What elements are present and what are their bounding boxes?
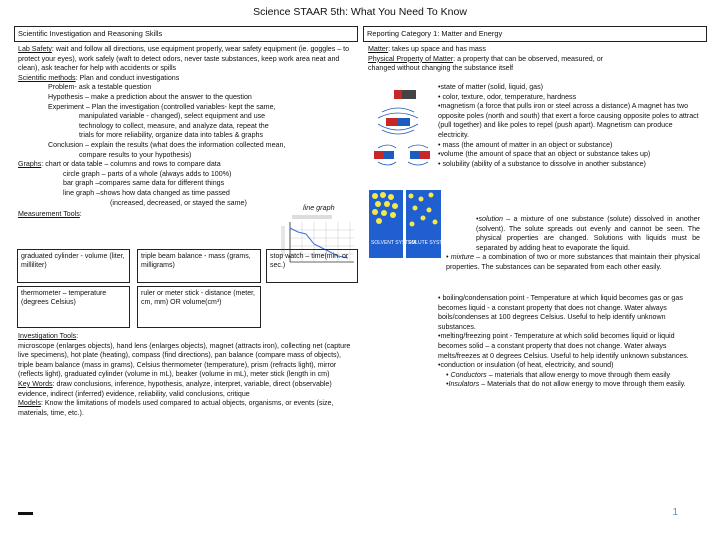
lab-safety-paragraph (18, 45, 358, 74)
right-section-header: Reporting Category 1: Matter and Energy (363, 26, 707, 42)
solvent-solute-illustration (369, 190, 450, 258)
experiment-step-line: trials for more reliability, organize data into tables & graphs (79, 131, 264, 140)
hypothesis-step: Hypothesis – make a prediction about the answer to the question (48, 92, 252, 101)
property-state: •state of matter (solid, liquid, gas) (438, 83, 543, 91)
conclusion-step: Conclusion – explain the results (what does the information collected mean, (48, 140, 286, 149)
models-text: : Know the limitations of models used compared to actual objects, organisms, or events (size, materials, time, etc.). (18, 399, 334, 417)
tool-box-stop-watch: stop watch – time(min. or sec.) (266, 249, 358, 283)
solution-definition (446, 215, 700, 253)
physical-property-definition (368, 55, 710, 65)
property-mass: • mass (the amount of matter in an object or substance) (438, 140, 613, 149)
measurement-tools-label: Measurement Tools (18, 210, 80, 219)
points-list (438, 294, 700, 390)
left-column-lower (18, 332, 358, 418)
graphs-line: (increased, decreased, or stayed the same) (110, 198, 247, 207)
conduction-insulation: •conduction or insulation (of heat, electricity, and sound) (438, 361, 614, 370)
graphs-line: circle graph – parts of a whole (always adds to 100%) (63, 169, 232, 178)
graphs-line: line graph –shows how data changed as time passed (63, 188, 230, 197)
left-column (18, 45, 358, 220)
matter-text: : takes up space and has mass (388, 45, 486, 53)
page-title: Science STAAR 5th: What You Need To Know (253, 6, 467, 18)
mixture-label: • mixture (446, 253, 474, 262)
insulators-label: •Insulators (446, 380, 480, 389)
solution-text: – a mixture of one substance (solute) dissolved in another (solvent). The solute spreads out evenly and cannot be seen. The physical properties are changed. Solutions with liquids must be separated by adding heat to evaporate the liquid. (476, 215, 700, 252)
mixtures-list (446, 215, 700, 273)
physical-property-label: Physical Property of Matter (368, 54, 454, 63)
graphs-text: : chart or data table – columns and rows to compare data (41, 160, 221, 169)
investigation-tools-label: Investigation Tools (18, 332, 77, 340)
experiment-step-line: manipulated variable - changed), select equipment and use (79, 112, 266, 121)
investigation-tools-text: microscope (enlarges objects), hand lens (enlarges objects), magnet (attracts iron), collecting net (capture live specimens), hot plate (heating), compass (find directions), pan balance (compare mass of objects), triple beam balance (mass in grams), Celsius thermometer (temperature), prism (refracts light), mirror (reflects light), graduated cylinder (volume in mL), beaker (volume in mL), meter stick (length in cm) (18, 341, 351, 379)
investigation-tools-colon: : (76, 332, 79, 340)
key-words-label: Key Words (18, 379, 53, 388)
measurement-tools-colon: : (79, 210, 82, 219)
key-words-text: : draw conclusions, inference, hypothesis, analyze, interpret, variable, direct (observable) evidence, indirect (inferred) evidence, reliability, valid conclusions, critique (18, 379, 332, 398)
scientific-methods-label: Scientific methods (18, 73, 76, 82)
page-number: 1 (672, 507, 678, 518)
conductors-text: – materials that allow energy to move through them easily (486, 370, 671, 379)
physical-property-text: : a property that can be observed, measured, or (453, 54, 603, 63)
conductors-definition (438, 371, 700, 381)
graphs-line (18, 160, 358, 170)
key-words-paragraph (18, 380, 358, 399)
tool-box-triple-beam-balance: triple beam balance - mass (grams, milligrams) (137, 249, 261, 283)
solute-system-label: SOLUTE SYSTEM (408, 240, 450, 246)
physical-property-line: changed without changing the substance itself (368, 64, 514, 73)
conclusion-step-line: compare results to your hypothesis) (79, 150, 192, 159)
matter-definition (368, 45, 710, 55)
line-graph-label: line graph (303, 203, 335, 212)
investigation-tools-paragraph (18, 332, 358, 380)
left-section-header: Scientific Investigation and Reasoning Skills (14, 26, 358, 42)
experiment-step: Experiment – Plan the investigation (controlled variables- kept the same, (48, 102, 276, 111)
tool-box-ruler: ruler or meter stick - distance (meter, cm, mm) OR volume(cm³) (137, 286, 261, 328)
scientific-methods (18, 74, 358, 84)
property-volume: •volume (the amount of space that an object or substance takes up) (438, 150, 651, 159)
matter-label: Matter (368, 45, 389, 53)
lab-safety-text: : wait and follow all directions, use equipment properly, wear safety equipment (ie. goggles – to protect your eyes), work safely (waft to detect odors, never taste substances, keep work area neat and clean), ask teacher for help with accidents or spills (18, 45, 350, 73)
boiling-point: • boiling/condensation point - Temperature at which liquid becomes gas or gas becomes liquid - a constant property that does not change. Water always boils/condenses at 100 degrees Celsius. Useful to help identify unknown substances. (438, 294, 683, 331)
magnet-field-illustration (368, 84, 438, 184)
scientific-methods-text: : Plan and conduct investigations (75, 73, 180, 82)
property-color: • color, texture, odor, temperature, hardness (438, 92, 577, 101)
models-label: Models (18, 399, 41, 408)
insulators-text: – Materials that do not allow energy to move through them easily. (479, 380, 686, 389)
underline-mark (18, 512, 33, 515)
property-magnetism: •magnetism (a force that pulls iron or steel across a distance) A magnet has two opposite poles (north and south) that exert a force causing opposite poles to attract (pull together) and like poles to repel (push apart). Magnetism can produce electricity. (438, 102, 699, 139)
property-list (438, 83, 700, 169)
property-solubility: • solubility (ability of a substance to dissolve in another substance) (438, 159, 646, 168)
mixture-text: – a combination of two or more substances that maintain their physical properties. The substances can be separated from each other easily. (446, 253, 700, 271)
solution-label: •solution (476, 215, 503, 223)
graphs-line: bar graph –compares same data for different things (63, 179, 225, 188)
right-column-top (368, 45, 710, 74)
experiment-step-line: technology to collect, measure, and analyze data, repeat the (79, 121, 269, 130)
tool-box-graduated-cylinder: graduated cylinder - volume (liter, milliliter) (17, 249, 130, 283)
problem-step: Problem- ask a testable question (48, 83, 152, 92)
mixture-definition (446, 253, 700, 272)
models-paragraph (18, 399, 358, 418)
tool-box-thermometer: thermometer – temperature (degrees Celsius) (17, 286, 130, 328)
insulators-definition (438, 380, 700, 390)
graphs-label: Graphs (18, 160, 42, 169)
conductors-label: • Conductors (446, 370, 487, 379)
solvent-system-label: SOLVENT SYSTEM (371, 240, 416, 246)
melting-point: •melting/freezing point - Temperature at which solid becomes liquid or liquid becomes solid – a constant property that does not change. Water always melts/freezes at 0 degrees Celsius. Useful to help identify unknown substances. (438, 332, 689, 360)
lab-safety-label: Lab Safety (18, 45, 52, 53)
